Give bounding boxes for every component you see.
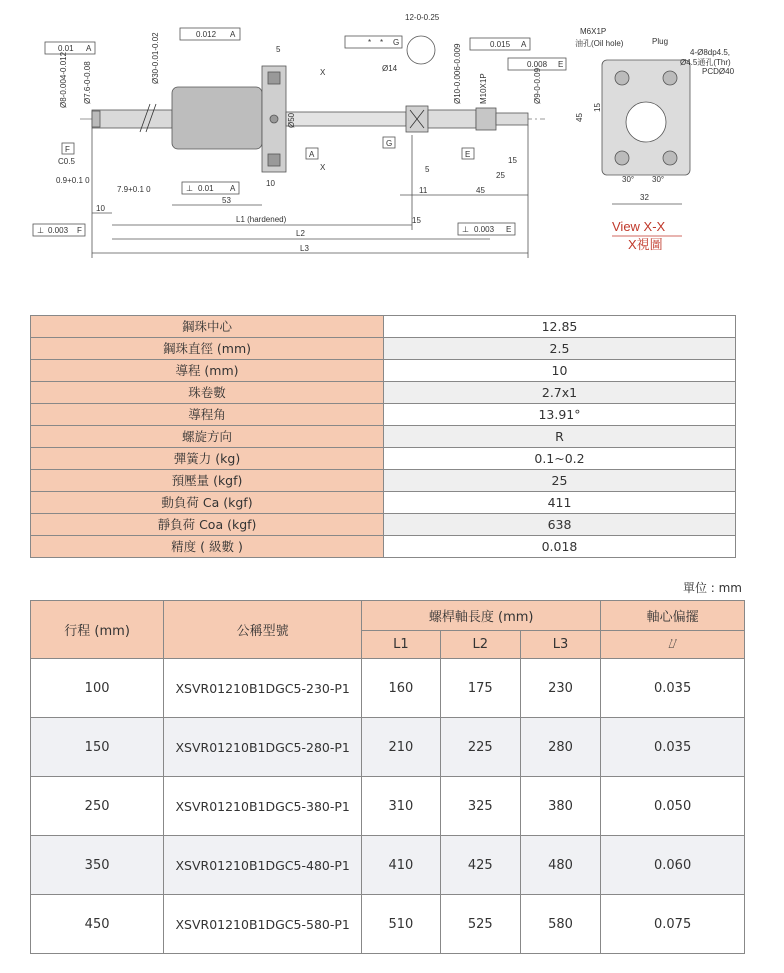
dim-15-bottom: 15 bbox=[412, 216, 421, 225]
view-title-cn: X視圖 bbox=[628, 237, 663, 252]
view-dim-45: 45 bbox=[575, 113, 584, 122]
dim-c05: C0.5 bbox=[58, 157, 75, 166]
dim-x-bottom: X bbox=[320, 163, 326, 172]
dim-53: 53 bbox=[222, 196, 231, 205]
spec-value: 0.018 bbox=[384, 536, 736, 558]
cell-l2: 175 bbox=[440, 659, 520, 718]
cell-l3: 480 bbox=[520, 836, 600, 895]
spec-label: 螺旋方向 bbox=[31, 426, 384, 448]
cell-stroke: 100 bbox=[31, 659, 164, 718]
dim-m10: M10X1P bbox=[479, 73, 488, 104]
spec-value: 2.7x1 bbox=[384, 382, 736, 404]
unit-note: 單位 : mm bbox=[682, 581, 742, 595]
spec-value: 10 bbox=[384, 360, 736, 382]
dim-top-12: 12-0-0.25 bbox=[405, 13, 440, 22]
spec-value: 13.91° bbox=[384, 404, 736, 426]
dim-d10: Ø10-0.006-0.009 bbox=[453, 43, 462, 104]
callout-perp-left-datum: F bbox=[77, 226, 82, 235]
dim-09: 0.9+0.1 0 bbox=[56, 176, 90, 185]
dim-79: 7.9+0.1 0 bbox=[117, 185, 151, 194]
spec-label: 珠卷數 bbox=[31, 382, 384, 404]
cell-model: XSVR01210B1DGC5-280-P1 bbox=[164, 718, 362, 777]
dim-d8: Ø8-0.004-0.012 bbox=[59, 51, 68, 108]
datum-g: G bbox=[386, 139, 393, 148]
cell-model: XSVR01210B1DGC5-380-P1 bbox=[164, 777, 362, 836]
view-title: View X-X bbox=[612, 219, 666, 234]
cell-l1: 310 bbox=[362, 777, 440, 836]
cell-stroke: 350 bbox=[31, 836, 164, 895]
cell-l3: 280 bbox=[520, 718, 600, 777]
header-runout: 軸心偏擺 bbox=[601, 601, 745, 631]
dim-d14: Ø14 bbox=[382, 64, 398, 73]
spec-label: 鋼珠直徑 (mm) bbox=[31, 338, 384, 360]
datum-e: E bbox=[465, 150, 471, 159]
spec-value: 2.5 bbox=[384, 338, 736, 360]
view-holes2: Ø4.5通孔(Thr) bbox=[680, 58, 731, 67]
spec-value: 12.85 bbox=[384, 316, 736, 338]
view-pcd: PCDØ40 bbox=[702, 67, 735, 76]
spec-label: 預壓量 (kgf) bbox=[31, 470, 384, 492]
callout-runout-left: 0.01 bbox=[58, 44, 74, 53]
datum-a: A bbox=[309, 150, 315, 159]
cell-l2: 225 bbox=[440, 718, 520, 777]
header-length: 螺桿軸長度 (mm) bbox=[362, 601, 601, 631]
cell-stroke: 250 bbox=[31, 777, 164, 836]
view-holes1: 4-Ø8dp4.5, bbox=[690, 48, 731, 57]
callout-perp-flange: 0.01 bbox=[198, 184, 214, 193]
cell-l2: 425 bbox=[440, 836, 520, 895]
cell-stroke: 450 bbox=[31, 895, 164, 954]
cell-l1: 510 bbox=[362, 895, 440, 954]
cell-runout: 0.060 bbox=[601, 836, 745, 895]
cell-l3: 230 bbox=[520, 659, 600, 718]
cell-l2: 525 bbox=[440, 895, 520, 954]
header-l1: L1 bbox=[362, 631, 440, 659]
callout-runout-right: 0.015 bbox=[490, 40, 511, 49]
header-stroke: 行程 (mm) bbox=[31, 601, 164, 659]
cell-runout: 0.050 bbox=[601, 777, 745, 836]
cell-runout: 0.075 bbox=[601, 895, 745, 954]
models-table bbox=[30, 600, 745, 954]
spec-label: 精度 ( 級數 ) bbox=[31, 536, 384, 558]
spec-row bbox=[31, 426, 736, 448]
dim-d76: Ø7.6-0-0.08 bbox=[83, 61, 92, 104]
callout-perp-flange-datum: A bbox=[230, 184, 236, 193]
dim-10-left: 10 bbox=[96, 204, 105, 213]
view-oil-hole: 油孔(Oil hole) bbox=[575, 39, 624, 48]
cell-runout: 0.035 bbox=[601, 659, 745, 718]
header-model: 公稱型號 bbox=[164, 601, 362, 659]
table-row bbox=[31, 836, 745, 895]
spec-row bbox=[31, 492, 736, 514]
callout-runout-right-datum: A bbox=[521, 40, 527, 49]
spec-row bbox=[31, 316, 736, 338]
spec-row bbox=[31, 360, 736, 382]
dim-l3: L3 bbox=[300, 244, 309, 253]
callout-runout-right2-datum: E bbox=[558, 60, 564, 69]
view-dim-32: 32 bbox=[640, 193, 649, 202]
spec-label: 靜負荷 Coa (kgf) bbox=[31, 514, 384, 536]
dim-d30: Ø30-0.01-0.02 bbox=[151, 32, 160, 84]
spec-row bbox=[31, 404, 736, 426]
callout-perp-right: 0.003 bbox=[474, 225, 495, 234]
header-l3: L3 bbox=[520, 631, 600, 659]
view-m6: M6X1P bbox=[580, 27, 607, 36]
cell-l2: 325 bbox=[440, 777, 520, 836]
header-l2: L2 bbox=[440, 631, 520, 659]
callout-runout-flange-datum: A bbox=[230, 30, 236, 39]
technical-drawing bbox=[0, 0, 784, 290]
cell-model: XSVR01210B1DGC5-580-P1 bbox=[164, 895, 362, 954]
dim-10-flange: 10 bbox=[266, 179, 275, 188]
cell-l1: 160 bbox=[362, 659, 440, 718]
cell-model: XSVR01210B1DGC5-480-P1 bbox=[164, 836, 362, 895]
cell-l1: 210 bbox=[362, 718, 440, 777]
dim-d9: Ø9-0-0.09 bbox=[533, 67, 542, 104]
spec-table bbox=[30, 315, 736, 558]
dim-5-flange: 5 bbox=[276, 45, 281, 54]
callout-runout-flange: 0.012 bbox=[196, 30, 217, 39]
dim-11: 11 bbox=[419, 186, 428, 195]
dim-45: 45 bbox=[476, 186, 485, 195]
spec-value: 411 bbox=[384, 492, 736, 514]
view-angle-right: 30° bbox=[652, 175, 665, 184]
dim-25: 25 bbox=[496, 171, 505, 180]
runout-symbol-icon: ⌰ bbox=[601, 631, 745, 659]
dim-d50: Ø50 bbox=[287, 112, 296, 128]
table-row bbox=[31, 718, 745, 777]
callout-perp-right-datum: E bbox=[506, 225, 512, 234]
dim-l1: L1 (hardened) bbox=[236, 215, 287, 224]
spec-row bbox=[31, 448, 736, 470]
cell-l3: 380 bbox=[520, 777, 600, 836]
spec-value: 0.1~0.2 bbox=[384, 448, 736, 470]
cell-l1: 410 bbox=[362, 836, 440, 895]
spec-label: 動負荷 Ca (kgf) bbox=[31, 492, 384, 514]
view-dim-15: 15 bbox=[593, 103, 602, 112]
spec-row bbox=[31, 514, 736, 536]
cell-l3: 580 bbox=[520, 895, 600, 954]
spec-label: 彈簧力 (kg) bbox=[31, 448, 384, 470]
callout-perp-left: 0.003 bbox=[48, 226, 69, 235]
view-angle-left: 30° bbox=[622, 175, 635, 184]
table-row bbox=[31, 777, 745, 836]
callout-runout-right2: 0.008 bbox=[527, 60, 548, 69]
cell-stroke: 150 bbox=[31, 718, 164, 777]
view-plug: Plug bbox=[652, 37, 669, 46]
spec-value: 638 bbox=[384, 514, 736, 536]
perp-symbol-left: ⊥ bbox=[37, 226, 44, 235]
spec-value: 25 bbox=[384, 470, 736, 492]
callout-parallel-mid: * bbox=[380, 38, 384, 47]
dim-5-right: 5 bbox=[425, 165, 430, 174]
cell-model: XSVR01210B1DGC5-230-P1 bbox=[164, 659, 362, 718]
callout-parallel-datum: G bbox=[393, 38, 400, 47]
table-row bbox=[31, 659, 745, 718]
spec-row bbox=[31, 382, 736, 404]
spec-value: R bbox=[384, 426, 736, 448]
dim-l2: L2 bbox=[296, 229, 305, 238]
callout-parallel: * bbox=[368, 38, 372, 47]
table-row bbox=[31, 895, 745, 954]
spec-row bbox=[31, 338, 736, 360]
dim-15-right: 15 bbox=[508, 156, 517, 165]
spec-label: 導程角 bbox=[31, 404, 384, 426]
perp-symbol-flange: ⊥ bbox=[186, 184, 193, 193]
spec-row bbox=[31, 536, 736, 558]
cell-runout: 0.035 bbox=[601, 718, 745, 777]
perp-symbol-right: ⊥ bbox=[462, 225, 469, 234]
spec-label: 鋼珠中心 bbox=[31, 316, 384, 338]
spec-row bbox=[31, 470, 736, 492]
datum-f: F bbox=[65, 145, 70, 154]
dim-x-top: X bbox=[320, 68, 326, 77]
callout-runout-left-datum: A bbox=[86, 44, 92, 53]
spec-label: 導程 (mm) bbox=[31, 360, 384, 382]
